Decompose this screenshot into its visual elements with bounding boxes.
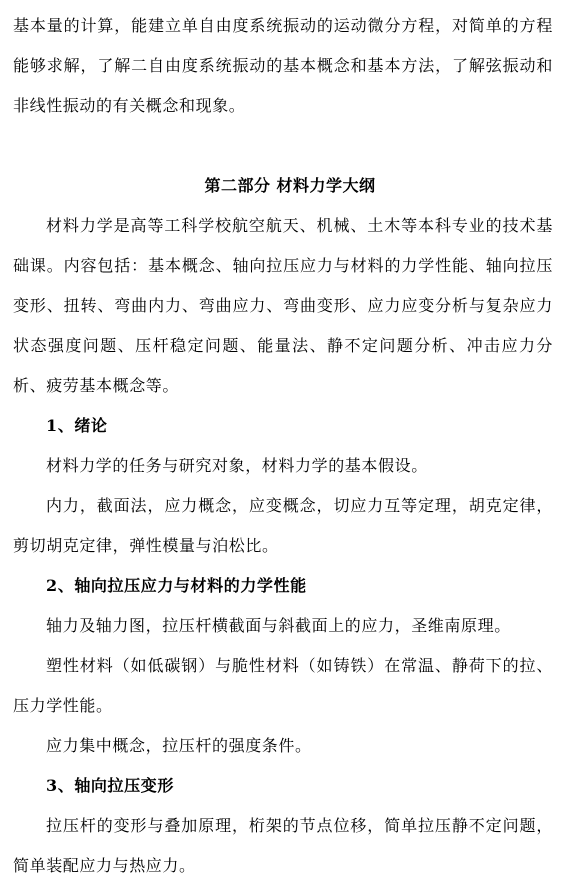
- section-1-paragraph-2: 内力，截面法，应力概念，应变概念，切应力互等定理，胡克定律，剪切胡克定律，弹性模量与泊松比。: [13, 496, 553, 555]
- paragraph-gap: [13, 126, 553, 166]
- section-2-paragraph-1: 轴力及轴力图，拉压杆横截面与斜截面上的应力，圣维南原理。: [46, 616, 511, 635]
- section-heading-3: 3、轴向拉压变形: [46, 776, 174, 795]
- section-heading-1: 1、绪论: [46, 416, 108, 435]
- section-2-paragraph-3: 应力集中概念，拉压杆的强度条件。: [46, 736, 312, 755]
- part-intro-paragraph: 材料力学是高等工科学校航空航天、机械、土木等本科专业的技术基础课。内容包括：基本概念、轴向拉压应力与材料的力学性能、轴向拉压变形、扭转、弯曲内力、弯曲应力、弯曲变形、应力应变分析与复杂应力状态强度问题、压杆稳定问题、能量法、静不定问题分析、冲击应力分析、疲劳基本概念等。: [13, 216, 553, 395]
- intro-paragraph: 基本量的计算，能建立单自由度系统振动的运动微分方程，对简单的方程能够求解，了解二自由度系统振动的基本概念和基本方法，了解弦振动和非线性振动的有关概念和现象。: [13, 16, 553, 115]
- section-heading-2: 2、轴向拉压应力与材料的力学性能: [46, 576, 307, 595]
- section-1-paragraph-1: 材料力学的任务与研究对象，材料力学的基本假设。: [46, 456, 428, 475]
- section-3-paragraph-1: 拉压杆的变形与叠加原理，桁架的节点位移，简单拉压静不定问题，简单装配应力与热应力。: [13, 816, 553, 875]
- part-title: 第二部分 材料力学大纲: [204, 176, 376, 195]
- section-2-paragraph-2: 塑性材料（如低碳钢）与脆性材料（如铸铁）在常温、静荷下的拉、压力学性能。: [13, 656, 553, 715]
